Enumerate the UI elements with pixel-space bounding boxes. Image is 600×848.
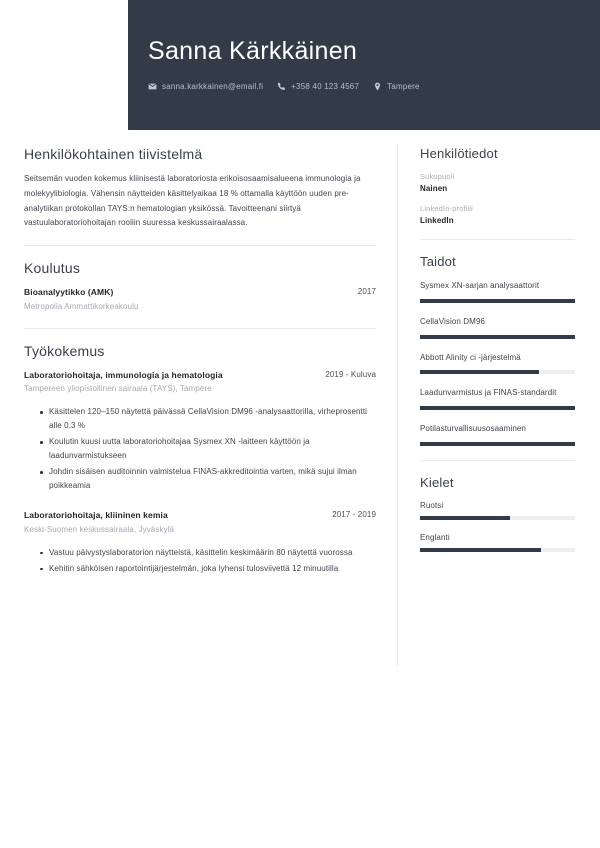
- section-heading-personal: Henkilötiedot: [420, 146, 498, 161]
- experience-entry-head: [24, 369, 376, 382]
- language-item: [420, 533, 575, 552]
- experience-entry-head: [24, 509, 376, 522]
- education-entry: [24, 286, 376, 314]
- list-item: Vastuu päivystyslaboratorion näytteistä, käsittelin keskimäärin 80 näytettä vuorossa: [40, 546, 376, 560]
- experience-entry: [24, 509, 376, 576]
- experience-entry-subtitle: Keski-Suomen keskussairaala, Jyväskylä: [24, 525, 175, 535]
- entry-spacer: [24, 497, 376, 509]
- contact-email-text: sanna.karkkainen@email.fi: [162, 81, 264, 91]
- list-item: Johdin sisäisen auditoinnin valmistelua FINAS-akkreditointia varten, mikä sujui ilman poikkeamia: [40, 465, 376, 493]
- contact-location[interactable]: [373, 82, 420, 91]
- experience-entry-title: Laboratoriohoitaja, kliininen kemia: [24, 510, 168, 521]
- language-name: Ruotsi: [420, 500, 444, 510]
- language-level-bar: [420, 516, 575, 520]
- skill-name: Potilasturvallisuusosaaminen: [420, 424, 526, 434]
- detail-linkedin: [420, 204, 575, 225]
- skill-item: [420, 280, 575, 303]
- education-entry-title: Bioanalyytikko (AMK): [24, 287, 114, 298]
- contact-phone-text: +358 40 123 4567: [291, 81, 360, 91]
- experience-bullets: [24, 546, 376, 576]
- skill-level-bar: [420, 370, 575, 374]
- section-divider: [24, 328, 376, 329]
- header-content: [148, 38, 584, 91]
- list-item: Käsittelen 120–150 näytettä päivässä CellaVision DM96 -analysaattorilla, virheprosentti alle 0,3 %: [40, 405, 376, 433]
- phone-icon: [277, 82, 286, 91]
- skill-level-bar: [420, 299, 575, 303]
- skill-item: [420, 352, 575, 375]
- experience-entry-subtitle: Tampereen yliopistollinen sairaala (TAYS), Tampere: [24, 384, 212, 394]
- detail-value: Nainen: [420, 184, 448, 193]
- skill-level-fill: [420, 335, 575, 339]
- section-personal-details: [420, 146, 575, 225]
- education-entry-head: [24, 286, 376, 299]
- list-item: Kehitin sähköisen raportointijärjestelmän, joka lyhensi tulosviivettä 12 minuutilla: [40, 562, 376, 576]
- section-heading-languages: Kielet: [420, 474, 454, 490]
- skill-level-fill: [420, 406, 575, 410]
- section-heading-skills: Taidot: [420, 254, 456, 269]
- sidebar-column: [420, 146, 575, 566]
- skill-level-bar: [420, 406, 575, 410]
- sidebar-divider: [420, 460, 575, 461]
- contact-row: [148, 82, 584, 91]
- section-heading-education: Koulutus: [24, 260, 81, 277]
- experience-entry: [24, 369, 376, 494]
- detail-label: Sukupuoli: [420, 172, 455, 181]
- experience-entry-date: 2019 - Kuluva: [325, 369, 376, 379]
- skill-level-bar: [420, 442, 575, 446]
- contact-location-text: Tampere: [387, 81, 420, 91]
- detail-gender: [420, 172, 575, 193]
- envelope-icon: [148, 82, 157, 91]
- column-divider: [397, 146, 398, 666]
- experience-entry-title: Laboratoriohoitaja, immunologia ja hematologia: [24, 369, 223, 380]
- skill-name: Laadunvarmistus ja FINAS-standardit: [420, 388, 557, 398]
- contact-phone[interactable]: [277, 82, 359, 91]
- skill-item: [420, 423, 575, 446]
- language-level-bar: [420, 548, 575, 552]
- contact-email[interactable]: [148, 82, 263, 91]
- section-heading-summary: Henkilökohtainen tiivistelmä: [24, 146, 203, 162]
- section-heading-experience: Työkokemus: [24, 342, 105, 359]
- language-level-fill: [420, 516, 510, 520]
- education-entry-subtitle: Metropolia Ammattikorkeakoulu: [24, 301, 139, 311]
- section-skills: [420, 254, 575, 446]
- main-column: [24, 146, 376, 590]
- experience-entry-date: 2017 - 2019: [332, 510, 376, 520]
- section-education: [24, 260, 376, 314]
- skill-name: Abbott Alinity ci -järjestelmä: [420, 352, 521, 362]
- detail-label: LinkedIn-profiili: [420, 204, 473, 213]
- language-level-fill: [420, 548, 541, 552]
- skill-level-fill: [420, 442, 575, 446]
- location-pin-icon: [373, 82, 382, 91]
- detail-value-linkedin-link[interactable]: LinkedIn: [420, 216, 454, 225]
- skill-name: CellaVision DM96: [420, 316, 486, 326]
- skill-item: [420, 387, 575, 410]
- skill-level-fill: [420, 299, 575, 303]
- experience-bullets: [24, 405, 376, 493]
- skill-level-fill: [420, 370, 539, 374]
- skill-name: Sysmex XN-sarjan analysaattorit: [420, 281, 540, 290]
- sidebar-divider: [420, 239, 575, 240]
- list-item: Koulutin kuusi uutta laboratoriohoitajaa Sysmex XN -laitteen käyttöön ja laadunvarmistukseen: [40, 435, 376, 463]
- summary-text: Seitsemän vuoden kokemus kliinisestä laboratoriosta erikoisosaamisalueena immunologia ja molekyylibiologia. Vähensin näytteiden käsittelyaikaa 18 % ottamalla käyttöön uuden pre-analytiikan protokollan TAYS:n hematologian yksikössä. Tavoitteenani siirtyä vastuulaboratoriohoitajan rooliin suuressa keskussairaalassa.: [24, 174, 361, 228]
- resume-header: [128, 0, 600, 130]
- page-title: Sanna Kärkkäinen: [148, 37, 358, 65]
- language-name: Englanti: [420, 532, 450, 542]
- skill-level-bar: [420, 335, 575, 339]
- education-entry-date: 2017: [357, 287, 376, 297]
- section-divider: [24, 245, 376, 246]
- language-item: [420, 501, 575, 520]
- skill-item: [420, 316, 575, 339]
- section-languages: [420, 475, 575, 552]
- section-summary: [24, 146, 376, 231]
- section-experience: [24, 343, 376, 576]
